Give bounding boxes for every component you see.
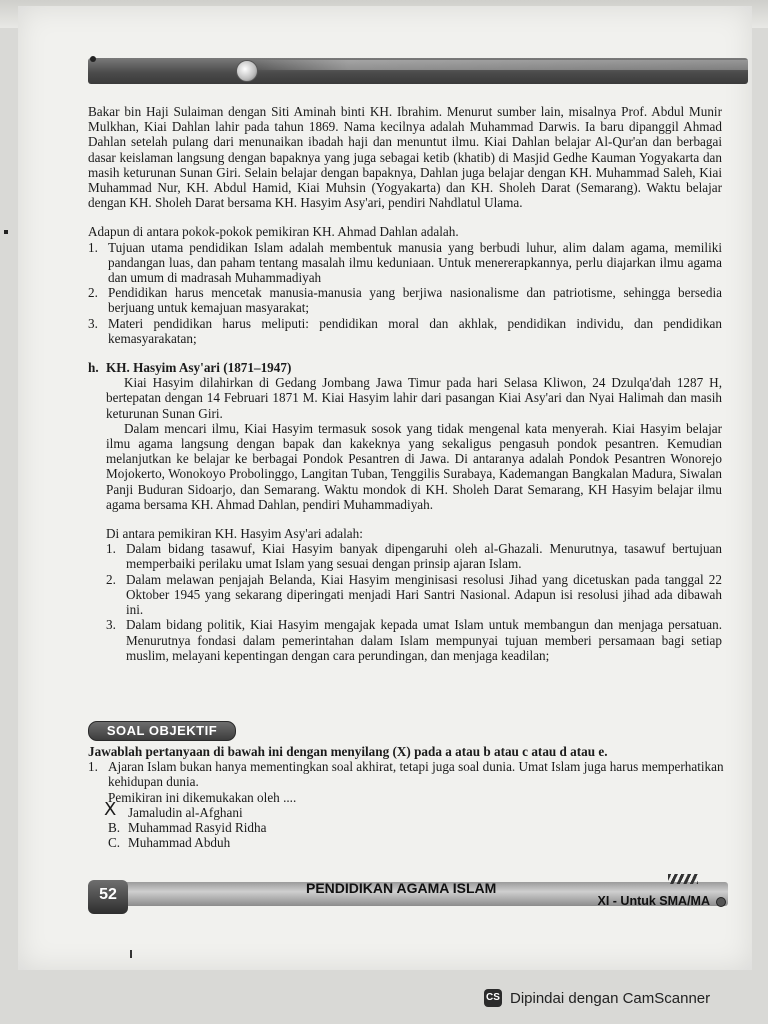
question-prompt: Pemikiran ini dikemukakan oleh ....: [108, 789, 297, 805]
list-item: 1. Dalam bidang tasawuf, Kiai Hasyim banyak dipengaruhi oleh al-Ghazali. Menurutnya, tasawuf bertujuan memperbaiki perilaku umat Islam yang sesuai dengan prinsip ajaran Islam.: [106, 541, 722, 572]
question-number: 1.: [88, 759, 98, 775]
list-item: 3. Dalam bidang politik, Kiai Hasyim mengajak kepada umat Islam untuk membangun dan menjaga persatuan. Menurutnya fondasi dalam pemerintahan dalam Islam mempunyai tujuan memberi persamaan bagi setiap muslim, melayani kepentingan dengan cara perundingan, dan menjaga keadilan;: [106, 617, 722, 663]
option-letter: C.: [108, 835, 121, 851]
page-number: 52: [99, 886, 117, 903]
answer-option-c[interactable]: [88, 835, 728, 850]
intro-paragraph: Bakar bin Haji Sulaiman dengan Siti Aminah binti KH. Ibrahim. Menurut sumber lain, misalnya Prof. Abdul Munir Mulkhan, Kiai Dahlan lahir pada tahun 1869. Nama kecilnya adalah Muhammad Darwis. Ia baru dipanggil Ahmad Dahlan setelah pulang dari menunaikan ibadah haji dan menuntut ilmu. Kiai Dahlan belajar Al-Qur'an dan berbagai dasar keislaman langsung dengan bapaknya yang juga sebagai ketib (khatib) di Masjid Gedhe Kauman Yogyakarta dan masih keturunan Sunan Giri. Selain belajar dengan bapaknya, Dahlan juga belajar dengan KH. Muhammad Saleh, Kiai Muhammad Nur, KH. Abdul Hamid, Kiai Muhsin (Yogyakarta) dan KH. Sholeh Darat (Semarang). Waktu belajar dengan KH. Sholeh Darat bersama KH. Hasyim Asy'ari, pendiri Nahdlatul Ulama.: [88, 104, 722, 211]
option-text: Jamaludin al-Afghani: [128, 804, 243, 820]
page-footer: [88, 880, 728, 918]
page-header-bar: [88, 58, 748, 84]
hasyim-thoughts-intro: Di antara pemikiran KH. Hasyim Asy'ari adalah:: [106, 526, 363, 542]
soal-objektif-badge: SOAL OBJEKTIF: [88, 721, 236, 741]
question-text: Ajaran Islam bukan hanya mementingkan soal akhirat, tetapi juga soal dunia. Umat Islam juga harus memperhatikan kehidupan dunia.: [108, 759, 724, 790]
question-1: [88, 759, 728, 805]
option-text: Muhammad Rasyid Ridha: [128, 820, 267, 836]
dahlan-thoughts-list: [88, 240, 722, 346]
scan-speck: [4, 230, 8, 234]
hasyim-thoughts-section: [88, 526, 722, 663]
scan-speck: [130, 950, 132, 958]
page-content: [88, 104, 722, 663]
class-label: XI - Untuk SMA/MA: [597, 894, 710, 908]
list-item: 2. Dalam melawan penjajah Belanda, Kiai Hasyim menginisasi resolusi Jihad yang dicetuskan pada tanggal 22 Oktober 1945 yang sekarang diperingati menjadi Hari Santri Nasional. Adapun isi resolusi jihad ada dibawah ini.: [106, 571, 722, 618]
dahlan-thoughts-section: [88, 224, 722, 346]
hasyim-bio-paragraph-1: Kiai Hasyim dilahirkan di Gedang Jombang Jawa Timur pada hari Selasa Kliwon, 24 Dzulqa'dah 1287 H, bertepatan dengan 14 Februari 1871 M. Kiai Hasyim lahir dari pasangan Kiai Asy'ari dan Nyai Halimah dan masih keturunan Sunan Giri.: [106, 375, 722, 421]
answer-option-b[interactable]: [88, 820, 728, 835]
question-instruction: Jawablah pertanyaan di bawah ini dengan menyilang (X) pada a atau b atau c atau d atau e.: [88, 744, 608, 759]
camscanner-watermark: [484, 988, 710, 1008]
book-title: PENDIDIKAN AGAMA ISLAM: [306, 880, 497, 896]
list-item: 3. Materi pendidikan harus meliputi: pendidikan moral dan akhlak, pendidikan individu, dan pendidikan kemasyarakatan;: [88, 315, 722, 346]
answer-option-a[interactable]: [88, 798, 728, 820]
option-letter: B.: [108, 820, 121, 836]
objective-questions: [88, 744, 728, 850]
header-circle-decoration: [236, 60, 258, 82]
list-item: 2. Pendidikan harus mencetak manusia-manusia yang berjiwa nasionalisme dan patriotisme, sehingga bersedia berjuang untuk kemajuan masyarakat;: [88, 285, 722, 316]
dahlan-thoughts-intro: Adapun di antara pokok-pokok pemikiran KH. Ahmad Dahlan adalah.: [88, 224, 459, 240]
list-item: 1. Tujuan utama pendidikan Islam adalah membentuk manusia yang berbudi luhur, alim dalam agama, memiliki pandangan luas, dan paham tentang masalah ilmu keduniaan. Untuk menererapkannya, perlu diajarkan ilmu agama dan umum di madrasah Muhammadiyah: [88, 239, 722, 286]
cross-mark-icon: X: [104, 798, 117, 820]
footer-dot-decoration: [716, 897, 726, 907]
footer-stripes-decoration: [668, 874, 698, 884]
option-text: Muhammad Abduh: [128, 835, 231, 851]
hasyim-thoughts-list: [106, 541, 722, 663]
watermark-text: Dipindai dengan CamScanner: [510, 989, 711, 1007]
section-heading-hasyim: h. KH. Hasyim Asy'ari (1871–1947): [88, 360, 292, 376]
hasyim-bio-paragraph-2: Dalam mencari ilmu, Kiai Hasyim termasuk sosok yang tidak mengenal kata menyerah. Kiai Hasyim belajar ilmu agama langsung dengan bapak dan kakeknya yang sekaligus pengasuh pondok pesantren. Kemudian melanjutkan ke belajar ke berbagai Pondok Pesantren di Jawa. Di antaranya adalah Pondok Pesantren Wonorejo Mojokerto, Wonokoyo Probolinggo, Langitan Tuban, Tenggilis Surabaya, Kademangan Bangkalan Madura, Siwalan Panji Buduran Sidoarjo, dan Semarang. Waktu mondok di KH. Sholeh Darat Semarang, KH Hasyim belajar ilmu agama bersama KH. Ahmad Dahlan, pendiri Muhammadiyah.: [106, 420, 722, 512]
camscanner-logo-icon: CS: [484, 989, 502, 1007]
header-dot-decoration: [90, 56, 96, 62]
hasyim-bio: [88, 375, 722, 512]
